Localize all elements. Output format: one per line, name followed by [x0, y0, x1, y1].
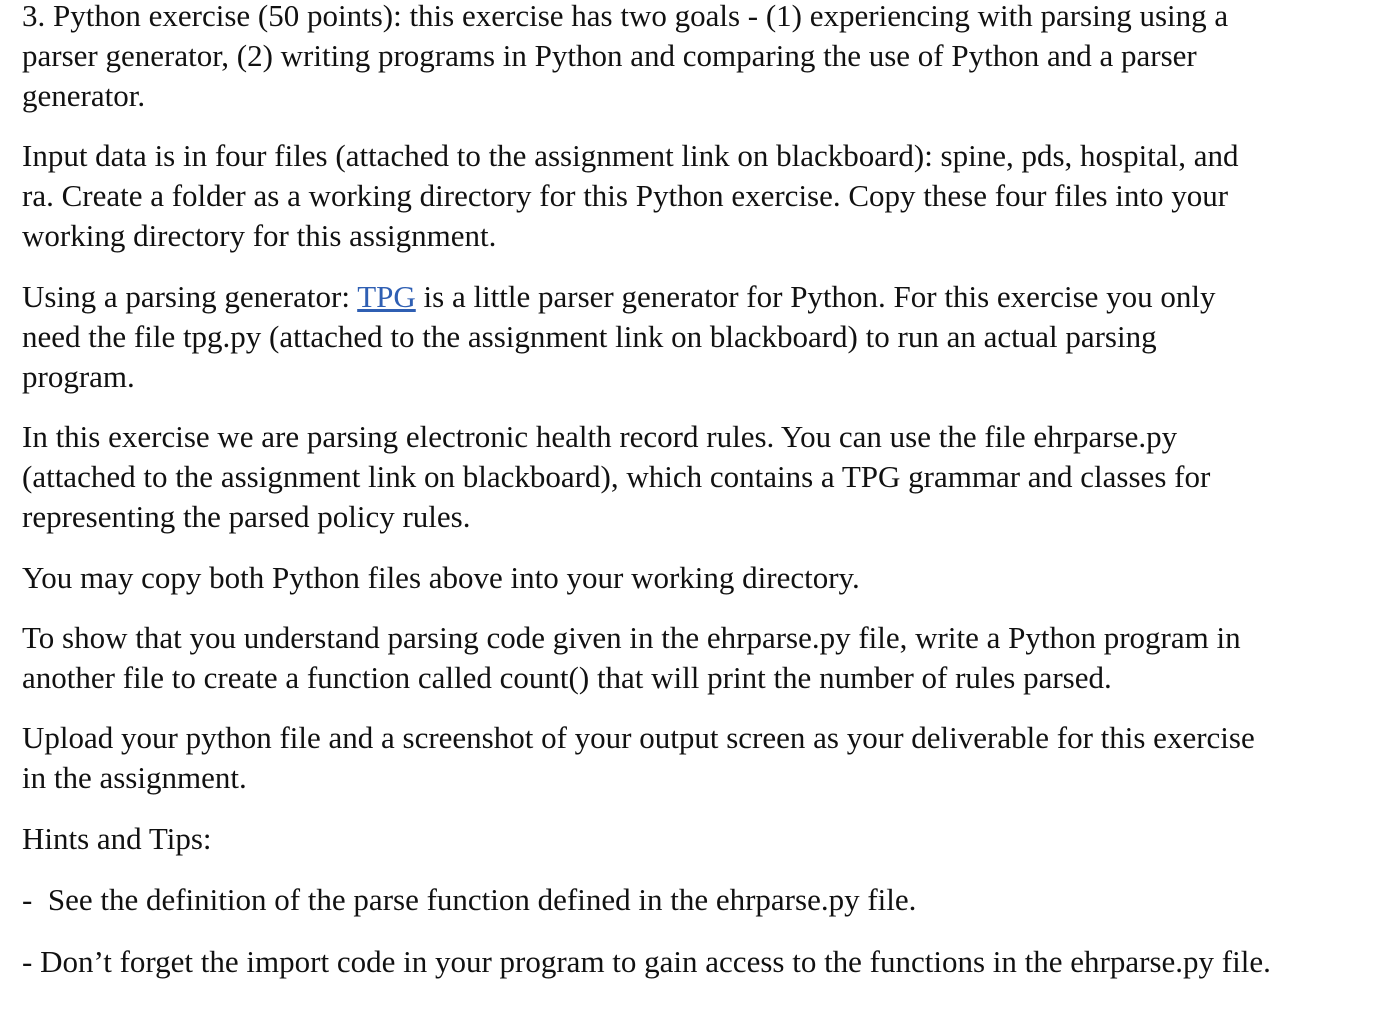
exercise-heading-paragraph: 3. Python exercise (50 points): this exercise has two goals - (1) experiencing with parsing using a parser generator, (2) writing programs in Python and comparing the use of Python and a parser generator.	[22, 0, 1229, 113]
input-data-paragraph: Input data is in four files (attached to the assignment link on blackboard): spine, pds, hospital, and ra. Create a folder as a working directory for this Python exercise. Copy these four files into your working directory for this assignment.	[22, 138, 1239, 253]
copy-files-paragraph: You may copy both Python files above into your working directory.	[22, 560, 860, 595]
hint-item-parse-function: - See the definition of the parse function defined in the ehrparse.py file.	[22, 882, 917, 917]
parser-generator-text-after: is a little parser generator for Python. For this exercise you only need the file tpg.py (attached to the assignment link on blackboard) to run an actual parsing program.	[22, 279, 1216, 394]
count-function-paragraph: To show that you understand parsing code given in the ehrparse.py file, write a Python program in another file to create a function called count() that will print the number of rules parsed.	[22, 620, 1241, 695]
parser-generator-text-before: Using a parsing generator:	[22, 279, 358, 314]
hints-heading: Hints and Tips:	[22, 821, 212, 856]
hint-item-import-code: - Don’t forget the import code in your program to gain access to the functions in the ehrparse.py file.	[22, 944, 1271, 979]
ehr-rules-paragraph: In this exercise we are parsing electronic health record rules. You can use the file ehrparse.py (attached to the assignment link on blackboard), which contains a TPG grammar and classes for representing the parsed policy rules.	[22, 419, 1211, 534]
tpg-link[interactable]: TPG	[357, 279, 416, 314]
upload-paragraph: Upload your python file and a screenshot of your output screen as your deliverable for this exercise in the assignment.	[22, 720, 1255, 795]
parser-generator-paragraph	[22, 277, 1272, 397]
